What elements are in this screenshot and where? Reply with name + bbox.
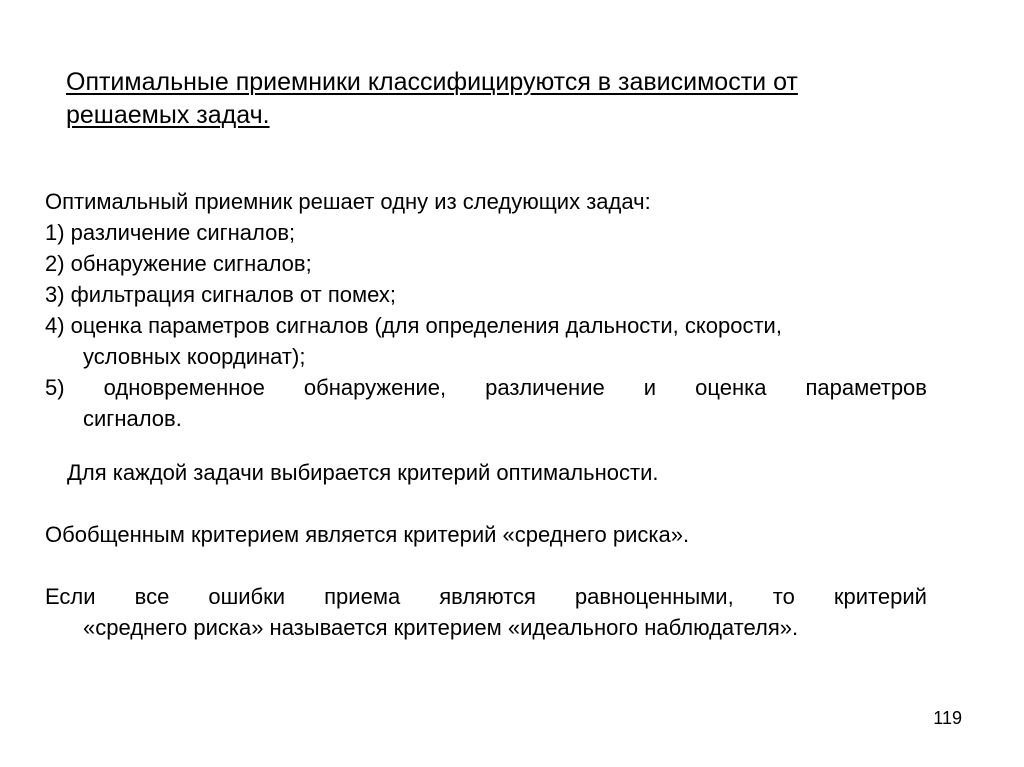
task-5-word: 5) (45, 375, 65, 400)
task-2: 2) обнаружение сигналов; (45, 251, 312, 276)
ideal-word: приема (324, 584, 401, 609)
task-5-word: оценка (695, 375, 767, 400)
ideal-word: равноценными, (574, 584, 734, 609)
slide-title (66, 66, 946, 132)
slide-number: 119 (933, 708, 962, 728)
task-3: 3) фильтрация сигналов от помех; (45, 282, 397, 307)
ideal-word: критерий (833, 584, 927, 609)
task-4-line-2: условных координат); (83, 344, 306, 369)
task-5-word: и (643, 375, 657, 400)
ideal-observer-line-2: «среднего риска» называется критерием «идеального наблюдателя». (83, 615, 799, 640)
task-4-line-1: 4) оценка параметров сигналов (для определения дальности, скорости, (45, 313, 782, 338)
task-5-line-1 (45, 372, 927, 403)
task-5-word: различение (485, 375, 605, 400)
task-5-word: параметров (805, 375, 927, 400)
slide-body (45, 186, 927, 643)
task-5-line-2: сигналов. (83, 406, 182, 431)
ideal-word: являются (439, 584, 536, 609)
ideal-word: Если (45, 584, 96, 609)
criterion-text: Для каждой задачи выбирается критерий оптимальности. (67, 460, 659, 485)
ideal-word: то (772, 584, 795, 609)
task-5-word: обнаружение, (303, 375, 447, 400)
title-line-1: Оптимальные приемники классифицируются в зависимости от (66, 68, 798, 96)
title-line-2: решаемых задач. (66, 101, 270, 129)
task-5-word: одновременное (103, 375, 265, 400)
generalized-criterion-text: Обобщенным критерием является критерий «среднего риска». (45, 522, 690, 547)
ideal-word: ошибки (208, 584, 286, 609)
ideal-word: все (134, 584, 170, 609)
intro-text: Оптимальный приемник решает одну из следующих задач: (45, 189, 651, 214)
ideal-observer-line-1 (45, 581, 927, 612)
task-1: 1) различение сигналов; (45, 220, 296, 245)
